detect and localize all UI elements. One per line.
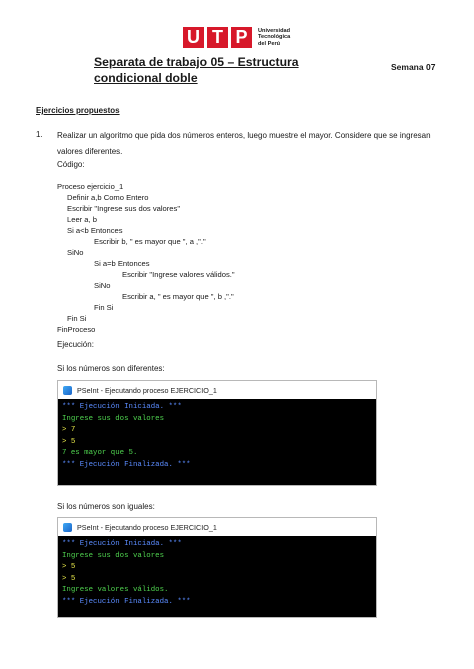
pseint-window-equal	[57, 517, 377, 618]
logo-line: del Perú	[258, 40, 281, 47]
terminal-line: > 5	[62, 437, 76, 446]
logo-line: Universidad	[258, 27, 291, 34]
logo-letter-t: T	[207, 27, 228, 48]
code-line: FinProceso	[57, 325, 96, 334]
pseint-app-icon	[63, 386, 72, 395]
code-line: Escribir "Ingrese sus dos valores"	[67, 204, 181, 213]
code-line: SiNo	[94, 281, 111, 290]
exercise-statement: Realizar un algoritmo que pida dos números enteros, luego muestre el mayor. Considere que se ingresan valores diferentes.	[57, 131, 431, 156]
code-line: Definir a,b Como Entero	[67, 193, 149, 202]
terminal-line: > 5	[62, 574, 76, 583]
terminal-line: Ingrese valores válidos.	[62, 586, 169, 594]
utp-logo	[183, 27, 290, 48]
logo-letter-u: U	[183, 27, 204, 48]
code-line: Si a<b Entonces	[67, 226, 123, 235]
terminal-line: *** Ejecución Iniciada. ***	[62, 403, 182, 411]
week-label: Semana 07	[391, 62, 436, 72]
window-titlebar	[58, 381, 376, 399]
exercise-number: 1.	[36, 130, 43, 139]
code-line: Escribir b, " es mayor que ", a ,"."	[94, 237, 206, 246]
terminal-line: *** Ejecución Finalizada. ***	[62, 460, 191, 469]
code-line: Fin Si	[67, 314, 87, 323]
logo-university-name	[258, 28, 290, 47]
terminal-line: *** Ejecución Finalizada. ***	[62, 597, 191, 606]
terminal-output	[58, 536, 376, 617]
code-label: Código:	[57, 160, 85, 169]
terminal-line: > 5	[62, 563, 76, 571]
terminal-line: 7 es mayor que 5.	[62, 449, 138, 457]
terminal-output	[58, 399, 376, 485]
pseint-window-different	[57, 380, 377, 486]
window-title: PSeInt - Ejecutando proceso EJERCICIO_1	[77, 522, 217, 532]
terminal-line: Ingrese sus dos valores	[62, 551, 165, 560]
document-title: Separata de trabajo 05 – Estructura condicional doble	[94, 55, 299, 85]
code-line: SiNo	[67, 248, 84, 257]
terminal-line: *** Ejecución Iniciada. ***	[62, 540, 182, 548]
logo-letter-p: P	[231, 27, 252, 48]
code-line: Fin Si	[94, 303, 114, 312]
case-label-equal: Si los números son iguales:	[57, 502, 155, 511]
pseint-app-icon	[63, 523, 72, 532]
terminal-line: > 7	[62, 426, 76, 434]
terminal-line: Ingrese sus dos valores	[62, 414, 165, 423]
code-line: Leer a, b	[67, 215, 97, 224]
code-line: Escribir a, " es mayor que ", b ,"."	[122, 292, 234, 301]
code-line: Escribir "Ingrese valores válidos."	[122, 270, 235, 279]
execution-label: Ejecución:	[57, 340, 94, 349]
section-title: Ejercicios propuestos	[36, 106, 120, 115]
window-title: PSeInt - Ejecutando proceso EJERCICIO_1	[77, 385, 217, 395]
code-line: Si a=b Entonces	[94, 259, 150, 268]
window-titlebar	[58, 518, 376, 536]
case-label-different: Si los números son diferentes:	[57, 364, 165, 373]
code-line: Proceso ejercicio_1	[57, 182, 124, 191]
logo-line: Tecnológica	[258, 34, 291, 41]
